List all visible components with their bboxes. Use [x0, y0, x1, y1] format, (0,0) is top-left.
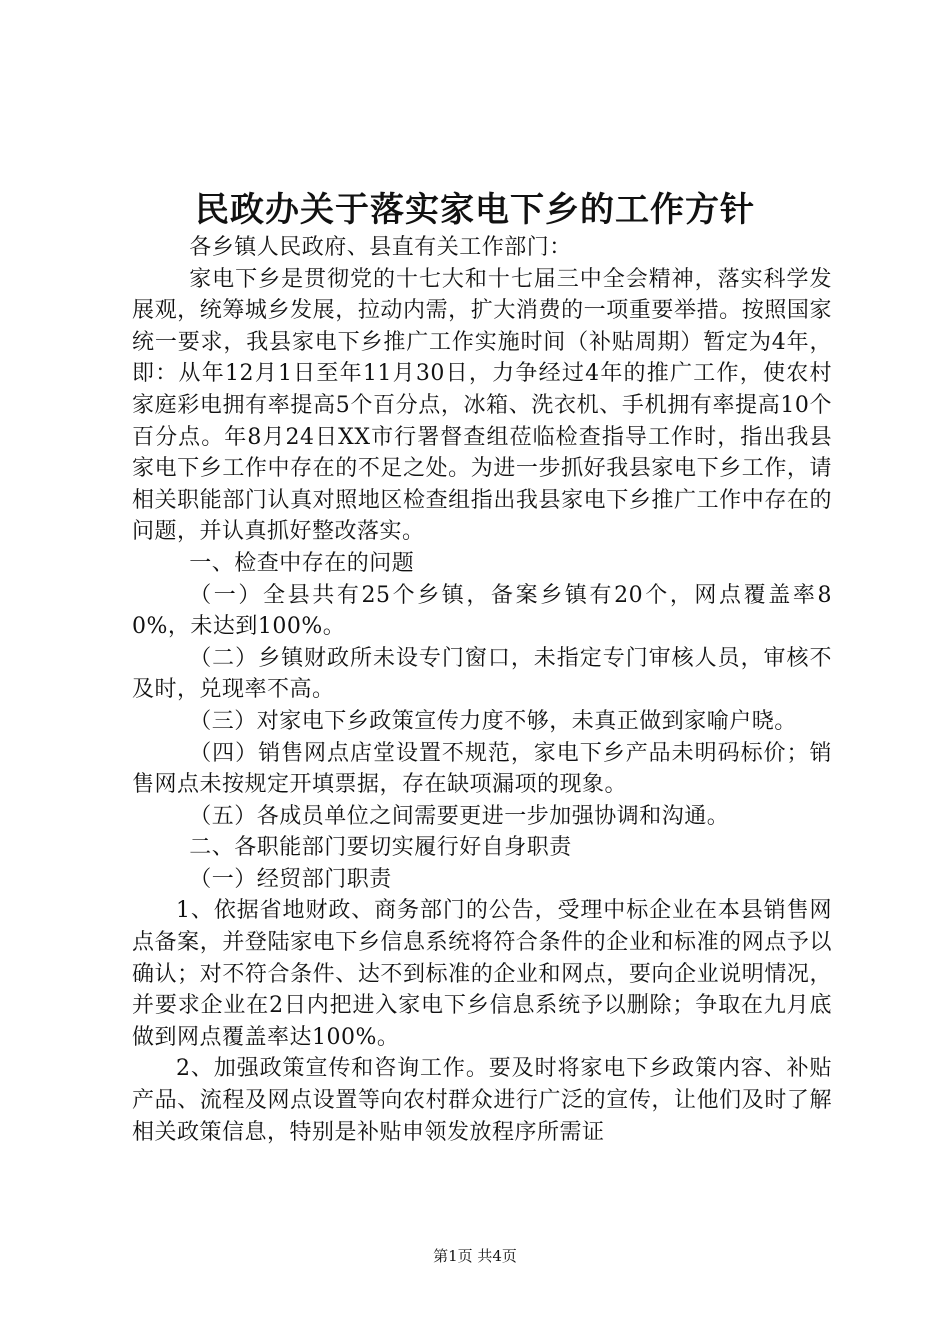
intro-paragraph: 家电下乡是贯彻党的十七大和十七届三中全会精神，落实科学发展观，统筹城乡发展，拉动内需，扩大消费的一项重要举措。按照国家统一要求，我县家电下乡推广工作实施时间（补贴周期）暂定为4年，即：从年12月1日至年11月30日，力争经过4年的推广工作，使农村家庭彩电拥有率提高5个百分点，冰箱、洗衣机、手机拥有率提高10个百分点。年8月24日XX市行署督查组莅临检查指导工作时，指出我县家电下乡工作中存在的不足之处。为进一步抓好我县家电下乡工作，请相关职能部门认真对照地区检查组指出我县家电下乡推广工作中存在的问题，并认真抓好整改落实。: [132, 266, 832, 545]
list-item: （二）乡镇财政所未设专门窗口，未指定专门审核人员，审核不及时，兑现率不高。: [132, 645, 832, 703]
list-item: （一）全县共有25个乡镇，备案乡镇有20个，网点覆盖率80%，未达到100%。: [132, 582, 832, 640]
salutation: 各乡镇人民政府、县直有关工作部门：: [189, 235, 572, 260]
list-item: （五）各成员单位之间需要更进一步加强协调和沟通。: [189, 803, 730, 829]
document-body: [132, 232, 832, 1148]
page-footer: 第1页 共4页: [433, 1247, 517, 1265]
page-title: 民政办关于落实家电下乡的工作方针: [195, 190, 755, 230]
list-item: （四）销售网点店堂设置不规范，家电下乡产品未明码标价；销售网点未按规定开填票据，存在缺项漏项的现象。: [132, 740, 832, 798]
list-item: （三）对家电下乡政策宣传力度不够，未真正做到家喻户晓。: [189, 708, 797, 734]
section-heading: 二、各职能部门要切实履行好自身职责: [189, 835, 572, 861]
paragraph: 1、依据省地财政、商务部门的公告，受理中标企业在本县销售网点备案，并登陆家电下乡信息系统将符合条件的企业和标准的网点予以确认；对不符合条件、达不到标准的企业和网点，要向企业说明情况，并要求企业在2日内把进入家电下乡信息系统予以删除；争取在九月底做到网点覆盖率达100%。: [132, 898, 832, 1050]
subsection-heading: （一）经贸部门职责: [189, 866, 392, 892]
paragraph: 2、加强政策宣传和咨询工作。要及时将家电下乡政策内容、补贴产品、流程及网点设置等向农村群众进行广泛的宣传，让他们及时了解相关政策信息，特别是补贴申领发放程序所需证: [132, 1056, 832, 1145]
section-heading: 一、检查中存在的问题: [189, 550, 415, 576]
